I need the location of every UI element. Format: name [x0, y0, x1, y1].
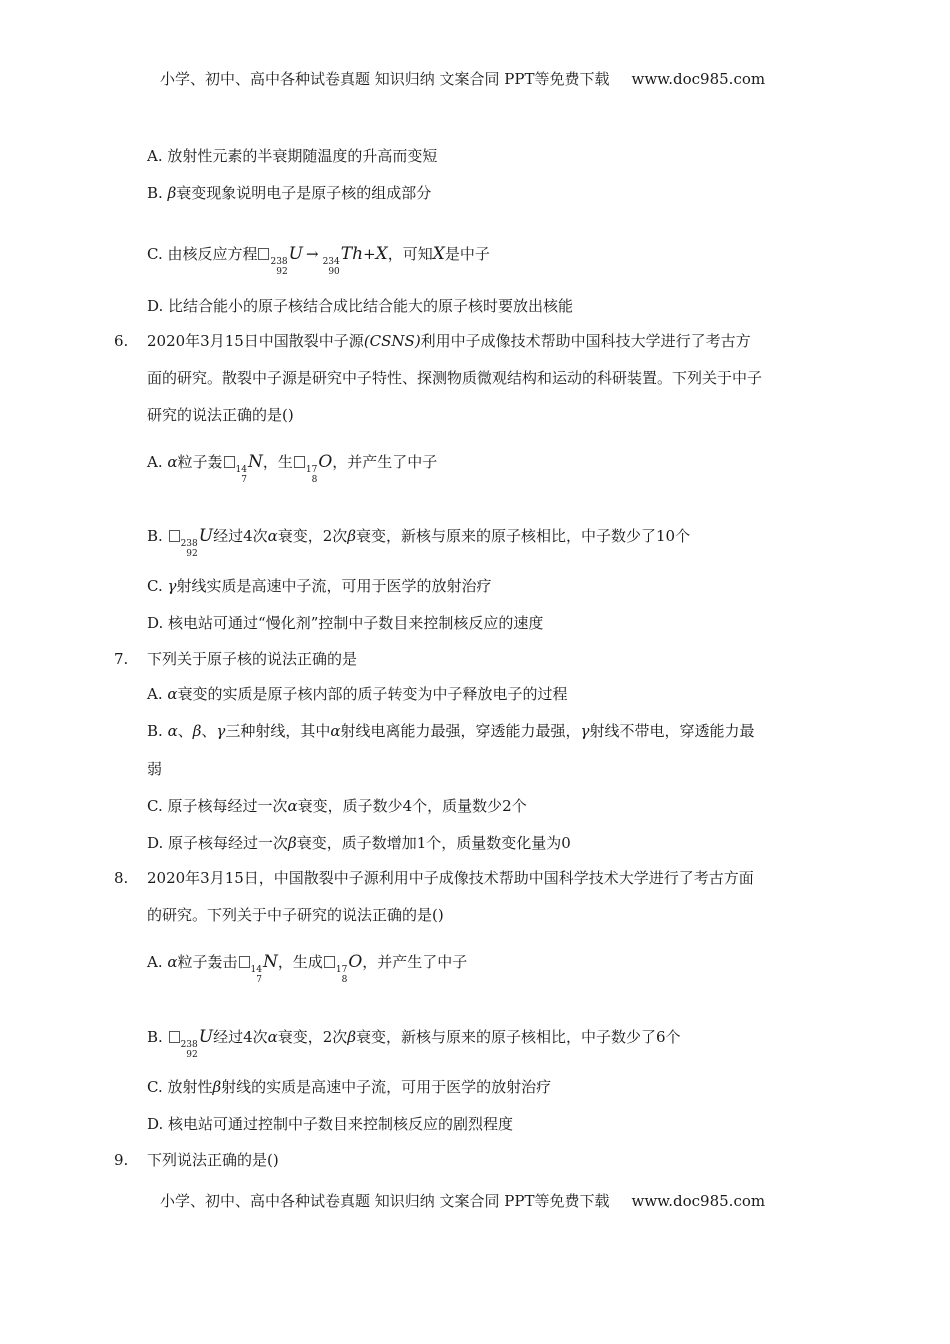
q7-b-text: 射线不带电，穿透能力最 [589, 722, 755, 740]
nuclide-n14 [236, 465, 247, 485]
q5-b-text: 衰变现象说明电子是原子核的组成部分 [176, 184, 432, 202]
gamma-symbol: γ [167, 577, 177, 595]
q8-b-text: 衰变，2次 [277, 1028, 348, 1046]
q9-text: 下列说法正确的是 [147, 1151, 268, 1169]
q6-text: 利用中子成像技术帮助中国科技大学进行了考古方 [420, 332, 751, 350]
q6-option-d-text: D. 核电站可通过“慢化剂”控制中子数目来控制核反应的速度 [147, 614, 544, 632]
element-symbol: O [348, 952, 363, 972]
q6-text: 2020年3月15日中国散裂中子源 [147, 332, 364, 350]
q6-option-c [147, 575, 491, 597]
mass-number: 238 [180, 539, 198, 549]
gamma-symbol: γ [216, 722, 226, 740]
option-label: B. [147, 527, 168, 545]
option-label: B. [147, 1028, 168, 1046]
missing-glyph-box [169, 530, 180, 542]
q7-c-text: 衰变，质子数少4个，质量数少2个 [297, 797, 527, 815]
beta-symbol: β [192, 722, 202, 740]
q8-stem-line1: 2020年3月15日，中国散裂中子源利用中子成像技术帮助中国科学技术大学进行了考古方面 [147, 869, 754, 887]
q8-option-d-text: D. 核电站可通过控制中子数目来控制核反应的剧烈程度 [147, 1115, 514, 1133]
alpha-symbol: α [167, 685, 178, 703]
nuclide-u238 [181, 539, 198, 559]
q6-stem-line2 [147, 367, 762, 389]
q6-c-text: 射线实质是高速中子流，可用于医学的放射治疗 [176, 577, 492, 595]
q7-option-b [147, 720, 755, 742]
q8-a-text: ，并产生了中子 [362, 953, 468, 971]
atomic-number: 92 [186, 549, 198, 559]
q5-option-a [147, 145, 437, 167]
q6-option-b [147, 525, 690, 559]
mass-number: 14 [235, 465, 247, 475]
q8-number: 8. [114, 869, 129, 887]
q9-stem [147, 1149, 279, 1171]
q6-b-text: 经过4次 [213, 527, 268, 545]
q7-number: 7. [114, 650, 129, 668]
q8-a-text: 粒子轰击 [177, 953, 238, 971]
beta-symbol: β [347, 527, 356, 545]
nuclide-o17 [336, 965, 347, 985]
plus-sign: + [363, 245, 376, 263]
mass-number: 14 [250, 965, 262, 975]
nuclide-u238 [181, 1040, 198, 1060]
beta-symbol: β [212, 1078, 222, 1096]
page-footer [160, 1190, 765, 1212]
option-label: C. [147, 577, 168, 595]
element-symbol: Th [340, 244, 364, 264]
missing-glyph-box [239, 956, 250, 968]
beta-symbol: β [167, 184, 177, 202]
q7-d-text: 衰变，质子数增加1个，质量数变化量为0 [296, 834, 571, 852]
q6-a-text: 粒子轰 [177, 453, 223, 471]
missing-glyph-box [169, 1031, 180, 1043]
q6-text: 面的研究。散裂中子源是研究中子特性、探测物质微观结构和运动的科研装置。下列关于中子 [147, 369, 763, 387]
missing-glyph-box [258, 248, 269, 260]
particle-x: X [432, 244, 445, 264]
q9-number: 9. [114, 1151, 129, 1169]
element-symbol: U [288, 244, 303, 264]
q5-b-label: B. [147, 184, 168, 202]
nuclide-u238 [270, 257, 287, 277]
q8-b-text: 衰变，新核与原来的原子核相比，中子数少了6个 [355, 1028, 681, 1046]
element-symbol: U [198, 1027, 214, 1047]
nuclide-n14 [251, 965, 262, 985]
q7-option-b-cont [147, 758, 162, 780]
atomic-number: 7 [241, 475, 247, 485]
alpha-symbol: α [167, 453, 178, 471]
q7-b-text: 三种射线，其中 [225, 722, 331, 740]
element-symbol: U [198, 526, 214, 546]
mass-number: 238 [180, 1040, 198, 1050]
q8-option-d [147, 1113, 513, 1135]
atomic-number: 92 [186, 1050, 198, 1060]
q6-number: 6. [114, 332, 129, 350]
q8-stem-line2 [147, 904, 444, 926]
q5-option-d-text: D. 比结合能小的原子核结合成比结合能大的原子核时要放出核能 [147, 297, 574, 315]
q6-a-text: ，并产生了中子 [332, 453, 438, 471]
q7-d-text: D. 原子核每经过一次 [147, 834, 289, 852]
mass-number: 17 [305, 465, 318, 475]
q6-option-d [147, 612, 543, 634]
atomic-number: 8 [341, 975, 348, 985]
option-label: A. [147, 453, 168, 471]
q5-c-text: 是中子 [444, 245, 490, 263]
separator: 、 [177, 722, 193, 740]
gamma-symbol: γ [580, 722, 590, 740]
q7-option-d [147, 832, 571, 854]
q5-c-text: ，可知 [387, 245, 433, 263]
q7-option-c [147, 795, 527, 817]
beta-symbol: β [347, 1028, 356, 1046]
q6-stem-line3 [147, 404, 294, 426]
q7-b-text: 弱 [147, 760, 163, 778]
q6-stem-line1 [147, 330, 751, 352]
nuclide-th234 [323, 257, 340, 277]
mass-number: 234 [322, 257, 340, 267]
q6-option-a [147, 451, 437, 485]
q5-option-a-text: A. 放射性元素的半衰期随温度的升高而变短 [147, 147, 438, 165]
q7-b-text: 射线电离能力最强，穿透能力最强， [340, 722, 581, 740]
q5-option-d [147, 295, 573, 317]
q8-option-b [147, 1026, 681, 1060]
q8-text: 的研究。下列关于中子研究的说法正确的是 [147, 906, 433, 924]
footer-text: 小学、初中、高中各种试卷真题 知识归纳 文案合同 PPT等免费下载 [160, 1192, 610, 1210]
q8-option-c [147, 1076, 551, 1098]
nuclide-o17 [306, 465, 317, 485]
element-symbol: N [262, 952, 278, 972]
q7-stem: 下列关于原子核的说法正确的是 [147, 650, 358, 668]
header-text: 小学、初中、高中各种试卷真题 知识归纳 文案合同 PPT等免费下载 [160, 70, 610, 88]
q8-option-a [147, 951, 467, 985]
footer-site: www.doc985.com [631, 1192, 766, 1210]
particle-x: X [375, 244, 388, 264]
atomic-number: 92 [276, 267, 288, 277]
q6-b-text: 衰变，新核与原来的原子核相比，中子数少了10个 [355, 527, 691, 545]
element-symbol: N [247, 452, 263, 472]
q5-option-c [147, 243, 490, 277]
header-site: www.doc985.com [631, 70, 766, 88]
missing-glyph-box [224, 456, 235, 468]
alpha-symbol: α [167, 953, 178, 971]
answer-blank: () [267, 1151, 279, 1169]
mass-number: 238 [270, 257, 288, 267]
alpha-symbol: α [167, 722, 178, 740]
answer-blank: () [282, 406, 294, 424]
q6-a-text: ，生 [262, 453, 293, 471]
page-header [160, 68, 765, 90]
missing-glyph-box [294, 456, 305, 468]
q8-b-text: 经过4次 [213, 1028, 268, 1046]
element-symbol: O [318, 452, 333, 472]
beta-symbol: β [288, 834, 297, 852]
answer-blank: () [432, 906, 444, 924]
q7-c-text: C. 原子核每经过一次 [147, 797, 288, 815]
q8-c-text: 射线的实质是高速中子流，可用于医学的放射治疗 [221, 1078, 552, 1096]
q7-option-a [147, 683, 568, 705]
option-label: B. [147, 722, 168, 740]
q8-c-text: C. 放射性 [147, 1078, 213, 1096]
csns-abbr: (CSNS) [363, 332, 421, 350]
alpha-symbol: α [330, 722, 341, 740]
separator: 、 [201, 722, 217, 740]
q6-b-text: 衰变，2次 [277, 527, 348, 545]
option-label: A. [147, 953, 168, 971]
alpha-symbol: α [287, 797, 298, 815]
q5-c-text: C. 由核反应方程 [147, 245, 258, 263]
option-label: A. [147, 685, 168, 703]
missing-glyph-box [324, 956, 335, 968]
reaction-arrow: → [306, 245, 319, 263]
atomic-number: 8 [311, 475, 318, 485]
q5-option-b [147, 182, 431, 204]
alpha-symbol: α [267, 527, 278, 545]
alpha-symbol: α [267, 1028, 278, 1046]
mass-number: 17 [335, 965, 348, 975]
q6-text: 研究的说法正确的是 [147, 406, 283, 424]
q7-a-text: 衰变的实质是原子核内部的质子转变为中子释放电子的过程 [177, 685, 568, 703]
atomic-number: 90 [328, 267, 340, 277]
q8-a-text: ，生成 [277, 953, 323, 971]
atomic-number: 7 [256, 975, 262, 985]
